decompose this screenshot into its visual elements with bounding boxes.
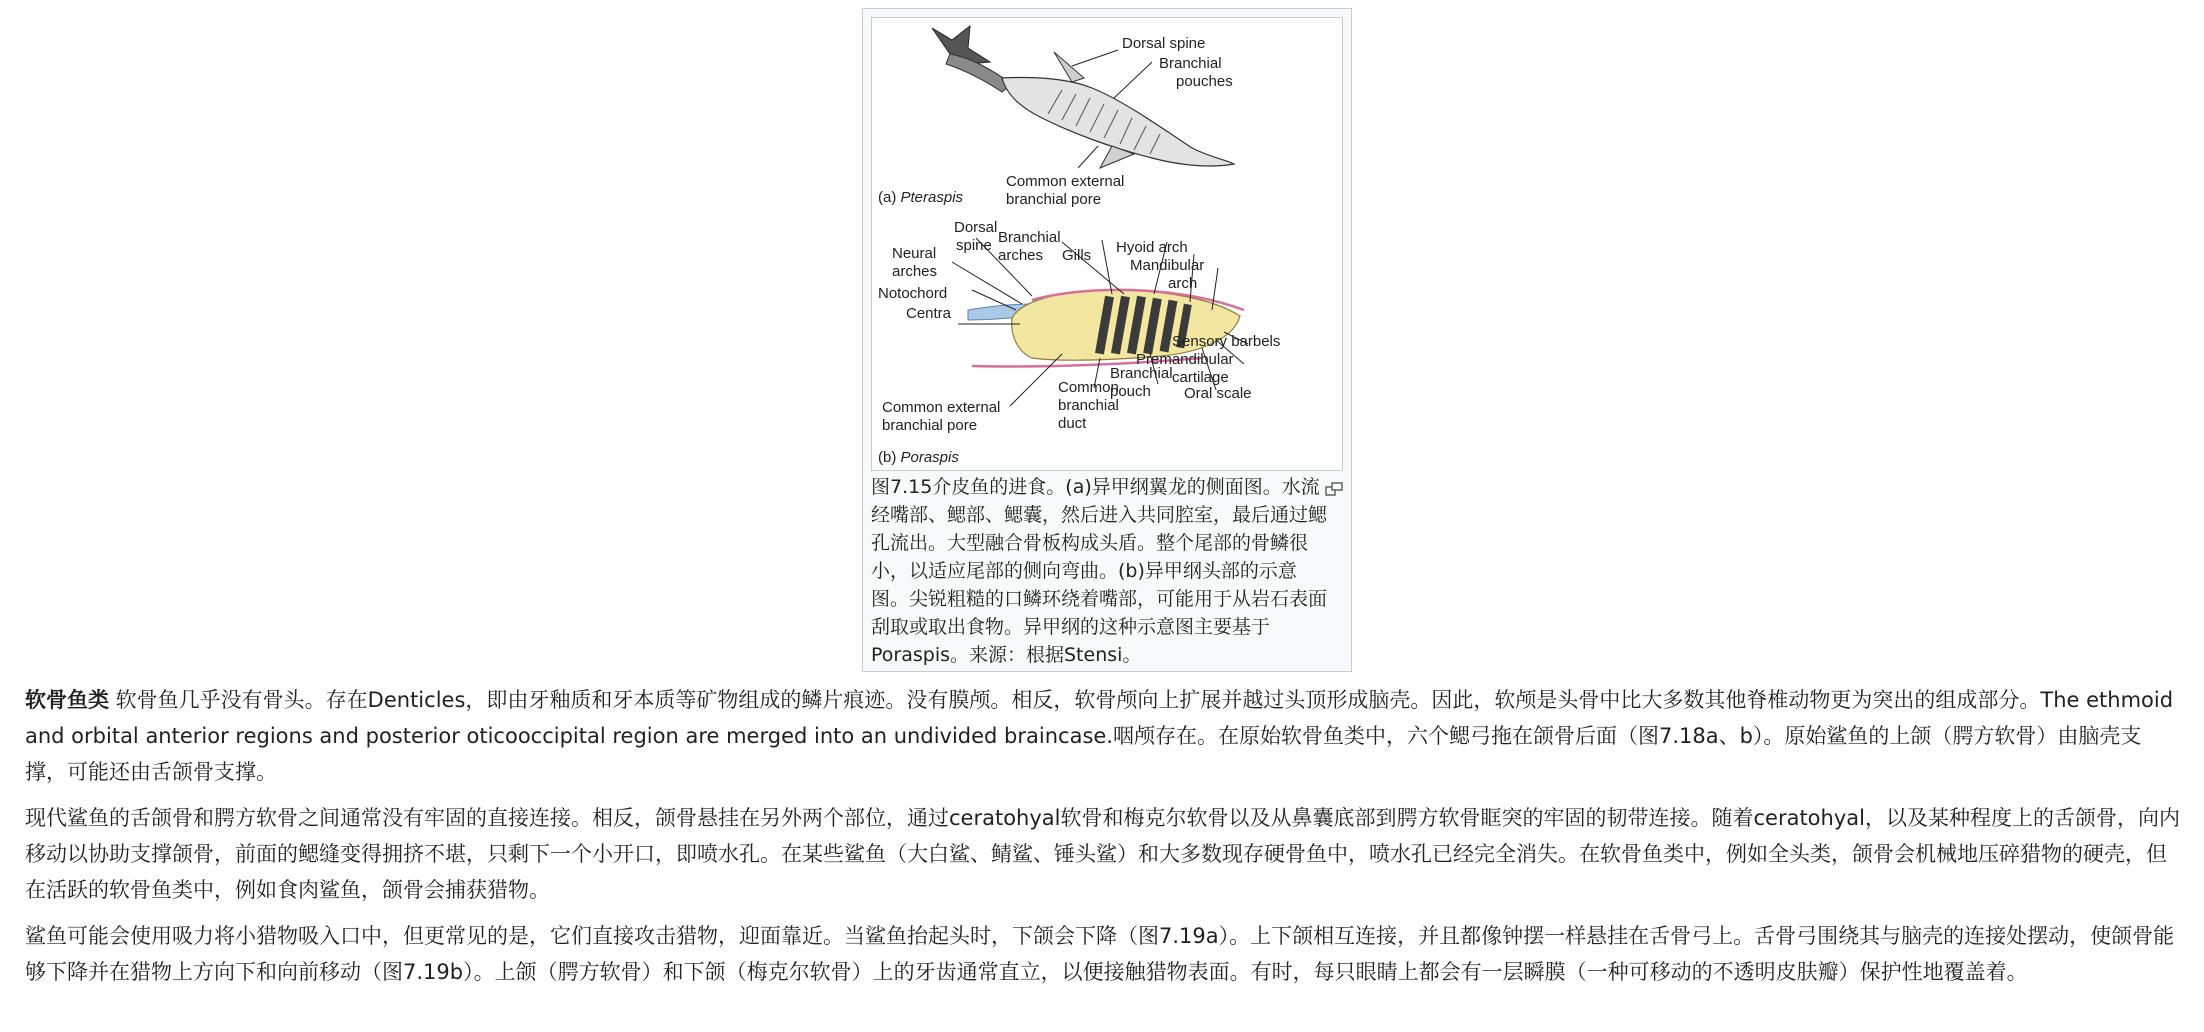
- panel-a-prefix: (a): [878, 189, 901, 206]
- label-pouch-b-1: Branchial: [1110, 365, 1173, 382]
- label-sensory-b: Sensory barbels: [1172, 333, 1281, 350]
- label-pouch-b-2: pouch: [1110, 383, 1151, 400]
- label-notochord-b: Notochord: [878, 285, 948, 302]
- paragraph-3: 鲨鱼可能会使用吸力将小猎物吸入口中，但更常见的是，它们直接攻击猎物，迎面靠近。当鲨鱼抬起头时，下颌会下降（图7.19a）。上下颌相互连接，并且都像钟摆一样悬挂在舌骨弓上。舌骨弓围绕其与脑壳的连接处摆动，使颌骨能够下降并在猎物上方向下和向前移动（图7.19b）。上颌（腭方软骨）和下颌（梅克尔软骨）上的牙齿通常直立，以便接触猎物表面。有时，每只眼睛上都会有一层瞬膜（一种可移动的不透明皮肤瓣）保护性地覆盖着。: [25, 924, 2175, 984]
- panel-b-caption: [878, 449, 959, 466]
- label-duct-b-1: Common: [1058, 379, 1119, 396]
- pteraspis-dorsal-spine: [1054, 52, 1084, 82]
- fish-diagram: [872, 18, 1342, 470]
- label-mandibular-b-1: Mandibular: [1130, 257, 1205, 274]
- article-body: [25, 682, 2180, 1000]
- label-branchial-pouches-a-2: pouches: [1176, 73, 1233, 90]
- paragraph-1-text: 软骨鱼几乎没有骨头。存在Denticles，即由牙釉质和牙本质等矿物组成的鳞片痕迹。没有膜颅。相反，软骨颅向上扩展并越过头顶形成脑壳。因此，软颅是头骨中比大多数其他脊椎动物更为突出的组成部分。The ethmoid and orbital anterior regions and posterior oticooccipital region are merged into an undivided braincase.咽颅存在。在原始软骨鱼类中，六个鳃弓拖在颌骨后面（图7.18a、b）。原始鲨鱼的上颌（腭方软骨）由脑壳支撑，可能还由舌颌骨支撑。: [25, 688, 2174, 784]
- label-pore-b-2: branchial pore: [882, 417, 978, 434]
- figure-image[interactable]: [871, 17, 1343, 471]
- figure-caption: 图7.15介皮鱼的进食。(a)异甲纲翼龙的侧面图。水流经嘴部、鳃部、鳃囊，然后进入共同腔室，最后通过鳃孔流出。大型融合骨板构成头盾。整个尾部的骨鳞很小，以适应尾部的侧向弯曲。(b)异甲纲头部的示意图。尖锐粗糙的口鳞环绕着嘴部，可能用于从岩石表面刮取或取出食物。异甲纲的这种示意图主要基于Poraspis。来源：根据Stensi。: [871, 476, 1328, 666]
- label-premandibular-b-1: Premandibular: [1136, 351, 1234, 368]
- label-neural-b-1: Neural: [892, 245, 937, 262]
- label-dorsal-b-2: spine: [956, 237, 992, 254]
- panel-b-prefix: (b): [878, 449, 901, 466]
- label-gills-b: Gills: [1062, 247, 1092, 264]
- label-hyoid-b: Hyoid arch: [1116, 239, 1188, 256]
- label-pore-a-1: Common external: [1006, 173, 1125, 190]
- label-pore-b-1: Common external: [882, 399, 1001, 416]
- label-centra-b: Centra: [906, 305, 952, 322]
- label-duct-b-3: duct: [1058, 415, 1087, 432]
- panel-b-name: Poraspis: [900, 449, 959, 466]
- label-dorsal-spine-a: Dorsal spine: [1122, 35, 1206, 52]
- label-pore-a-2: branchial pore: [1006, 191, 1102, 208]
- label-premandibular-b-2: cartilage: [1172, 369, 1229, 386]
- label-branchial-pouches-a-1: Branchial: [1159, 55, 1222, 72]
- panel-a-caption: [878, 189, 964, 206]
- figure-box: [862, 8, 1352, 672]
- label-dorsal-b-1: Dorsal: [954, 219, 998, 236]
- label-duct-b-2: branchial: [1058, 397, 1119, 414]
- panel-a-name: Pteraspis: [900, 189, 964, 206]
- label-arches-b-2: arches: [998, 247, 1044, 264]
- paragraph-1: [25, 682, 2180, 790]
- label-mandibular-b-2: arch: [1168, 275, 1198, 292]
- paragraph-2: 现代鲨鱼的舌颌骨和腭方软骨之间通常没有牢固的直接连接。相反，颌骨悬挂在另外两个部位，通过ceratohyal软骨和梅克尔软骨以及从鼻囊底部到腭方软骨眶突的牢固的韧带连接。随着ceratohyal，以及某种程度上的舌颌骨，向内移动以协助支撑颌骨，前面的鳃缝变得拥挤不堪，只剩下一个小开口，即喷水孔。在某些鲨鱼（大白鲨、鲭鲨、锤头鲨）和大多数现存硬骨鱼中，喷水孔已经完全消失。在软骨鱼类中，例如全头类，颌骨会机械地压碎猎物的硬壳，但在活跃的软骨鱼类中，例如食肉鲨鱼，颌骨会捕获猎物。: [25, 806, 2180, 902]
- section-term: 软骨鱼类: [25, 688, 109, 712]
- label-arches-b-1: Branchial: [998, 229, 1061, 246]
- label-oral-b: Oral scale: [1184, 385, 1252, 402]
- label-neural-b-2: arches: [892, 263, 938, 280]
